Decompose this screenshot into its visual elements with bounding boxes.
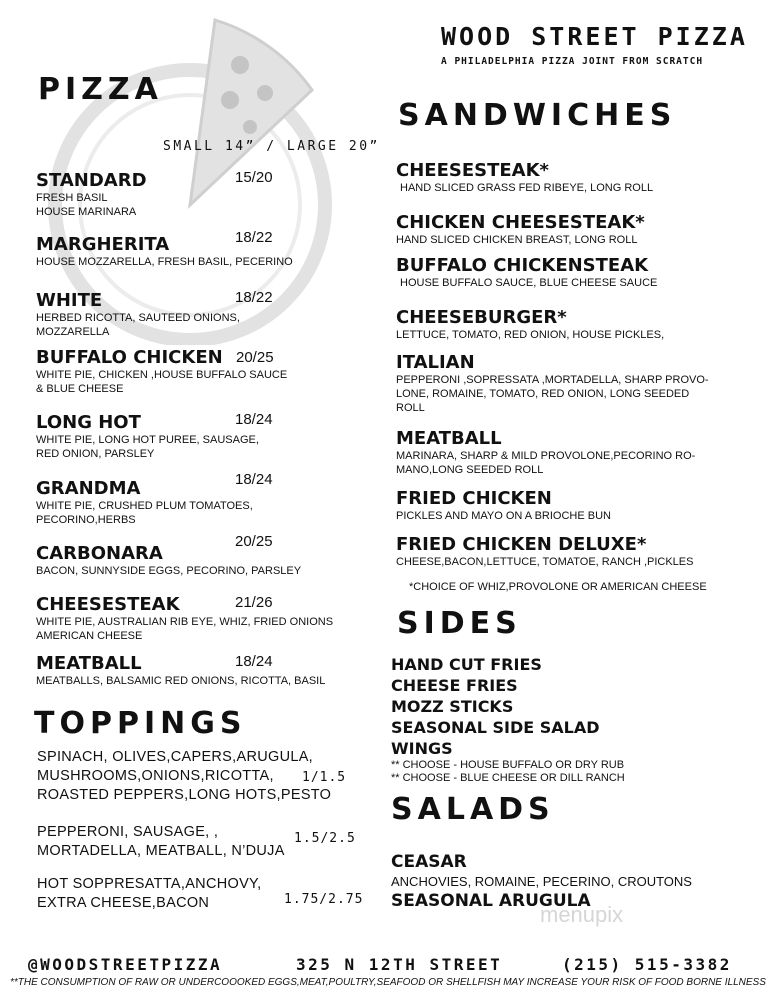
sandwich-item-name: CHEESEBURGER*	[396, 307, 567, 328]
toppings-section-title: TOPPINGS	[34, 706, 247, 741]
sandwich-item-desc: PICKLES AND MAYO ON A BRIOCHE BUN	[396, 510, 611, 522]
pizza-item-desc: HOUSE MOZZARELLA, FRESH BASIL, PECERINO	[36, 256, 293, 268]
food-safety-disclaimer: **THE CONSUMPTION OF RAW OR UNDERCOOOKED EGGS,MEAT,POULTRY,SEAFOOD OR SHELLFISH MAY INCREASE YOUR RISK OF FOOD BORNE ILLNESS	[10, 977, 766, 988]
pizza-item-price: 18/22	[235, 229, 273, 246]
sandwich-item-desc: CHEESE,BACON,LETTUCE, TOMATOE, RANCH ,PICKLES	[396, 556, 694, 568]
sides-list	[391, 654, 625, 784]
pizza-item-desc: FRESH BASIL	[36, 192, 108, 204]
pizza-item-name: LONG HOT	[36, 412, 141, 433]
sandwich-item-desc: LETTUCE, TOMATO, RED ONION, HOUSE PICKLES,	[396, 329, 665, 341]
pizza-item	[36, 170, 147, 219]
salad-item-name: CEASAR	[391, 852, 467, 872]
toppings-price: 1/1.5	[302, 770, 347, 785]
sandwich-item-desc: HAND SLICED GRASS FED RIBEYE, LONG ROLL	[400, 182, 654, 194]
sandwich-item	[396, 534, 693, 569]
sandwich-item	[396, 428, 695, 477]
pizza-section-title: PIZZA	[38, 72, 163, 107]
pizza-item	[36, 594, 333, 643]
pizza-item-desc: BACON, SUNNYSIDE EGGS, PECORINO, PARSLEY	[36, 565, 302, 577]
pizza-item-name: WHITE	[36, 290, 103, 311]
sandwich-item-name: FRIED CHICKEN DELUXE*	[396, 534, 647, 555]
pizza-item-desc: HOUSE MARINARA	[36, 206, 137, 218]
side-item: SEASONAL SIDE SALAD	[391, 718, 600, 737]
sandwich-item-desc: HAND SLICED CHICKEN BREAST, LONG ROLL	[396, 234, 638, 246]
pizza-item-price: 20/25	[236, 349, 274, 366]
pizza-item-desc: WHITE PIE, AUSTRALIAN RIB EYE, WHIZ, FRIED ONIONS	[36, 616, 334, 628]
pizza-item-name: CHEESESTEAK	[36, 594, 180, 615]
sandwich-item	[396, 255, 657, 290]
toppings-line: MUSHROOMS,ONIONS,RICOTTA,	[37, 768, 274, 784]
sandwich-item-name: FRIED CHICKEN	[396, 488, 552, 509]
toppings-price: 1.75/2.75	[284, 892, 364, 907]
sides-section-title: SIDES	[397, 606, 522, 641]
sandwich-item	[396, 352, 709, 415]
pizza-item-name: GRANDMA	[36, 478, 141, 499]
pizza-item-desc: & BLUE CHEESE	[36, 383, 124, 395]
pizza-item-price: 20/25	[235, 533, 273, 550]
pizza-item-desc: WHITE PIE, CHICKEN ,HOUSE BUFFALO SAUCE	[36, 369, 288, 381]
toppings-group	[37, 823, 285, 861]
sandwich-item-name: BUFFALO CHICKENSTEAK	[396, 255, 649, 276]
pizza-item	[36, 478, 253, 527]
pizza-item-desc: WHITE PIE, CRUSHED PLUM TOMATOES,	[36, 500, 253, 512]
sandwich-item	[396, 307, 664, 342]
pizza-item-price: 18/24	[235, 471, 273, 488]
social-handle: @WOODSTREETPIZZA	[28, 955, 223, 974]
toppings-line: MORTADELLA, MEATBALL, N’DUJA	[37, 843, 285, 859]
side-item: HAND CUT FRIES	[391, 655, 542, 674]
toppings-line: ROASTED PEPPERS,LONG HOTS,PESTO	[37, 787, 332, 803]
sandwich-item	[396, 488, 611, 523]
phone-number: (215) 515-3382	[562, 955, 732, 974]
pizza-item-price: 15/20	[235, 169, 273, 186]
toppings-group	[37, 748, 331, 805]
salads-section-title: SALADS	[391, 792, 555, 827]
pizza-item-name: CARBONARA	[36, 543, 163, 564]
sandwich-item	[396, 212, 645, 247]
sandwiches-section-title: SANDWICHES	[398, 98, 677, 133]
pizza-item-desc: MOZZARELLA	[36, 326, 110, 338]
toppings-line: HOT SOPPRESATTA,ANCHOVY,	[37, 876, 262, 892]
pizza-item	[36, 290, 240, 339]
wings-sauce-note: ** CHOOSE - HOUSE BUFFALO OR DRY RUB	[391, 759, 625, 771]
menupix-watermark: menupix	[540, 902, 624, 927]
toppings-line: PEPPERONI, SAUSAGE, ,	[37, 824, 219, 840]
sandwich-item-desc: HOUSE BUFFALO SAUCE, BLUE CHEESE SAUCE	[400, 277, 658, 289]
sandwich-item-name: ITALIAN	[396, 352, 475, 373]
wings-dip-note: ** CHOOSE - BLUE CHEESE OR DILL RANCH	[391, 771, 625, 784]
salad-item-name: SEASONAL ARUGULA	[391, 891, 591, 911]
pizza-item-price: 18/24	[235, 653, 273, 670]
toppings-line: EXTRA CHEESE,BACON	[37, 895, 210, 911]
sandwich-item-desc: MARINARA, SHARP & MILD PROVOLONE,PECORINO RO-	[396, 450, 696, 462]
side-item: WINGS	[391, 739, 453, 758]
pizza-item	[36, 653, 325, 688]
pizza-item-desc: HERBED RICOTTA, SAUTEED ONIONS,	[36, 312, 240, 324]
toppings-line: SPINACH, OLIVES,CAPERS,ARUGULA,	[37, 749, 314, 765]
pizza-item-desc: MEATBALLS, BALSAMIC RED ONIONS, RICOTTA, BASIL	[36, 675, 326, 687]
sandwich-item-desc: ROLL	[396, 402, 425, 414]
toppings-price: 1.5/2.5	[294, 831, 356, 846]
sandwich-item-name: CHEESESTEAK*	[396, 160, 549, 181]
sandwich-item-name: CHICKEN CHEESESTEAK*	[396, 212, 645, 233]
sandwich-item	[396, 160, 653, 195]
pizza-item-price: 18/22	[235, 289, 273, 306]
brand-tagline: A PHILADELPHIA PIZZA JOINT FROM SCRATCH	[441, 56, 704, 67]
toppings-group	[37, 875, 261, 913]
salad-item-desc: ANCHOVIES, ROMAINE, PECERINO, CROUTONS	[391, 874, 692, 889]
pizza-item-desc: RED ONION, PARSLEY	[36, 448, 155, 460]
sandwich-item-desc: PEPPERONI ,SOPRESSATA ,MORTADELLA, SHARP PROVO-	[396, 374, 709, 386]
pizza-item-name: BUFFALO CHICKEN	[36, 347, 223, 368]
sandwich-item-desc: MANO,LONG SEEDED ROLL	[396, 464, 544, 476]
pizza-item-name: MARGHERITA	[36, 234, 170, 255]
pizza-item-name: MEATBALL	[36, 653, 142, 674]
pizza-item-desc: WHITE PIE, LONG HOT PUREE, SAUSAGE,	[36, 434, 259, 446]
sandwich-cheese-note: *CHOICE OF WHIZ,PROVOLONE OR AMERICAN CHEESE	[409, 581, 707, 593]
sandwich-item-name: MEATBALL	[396, 428, 502, 449]
pizza-item-price: 21/26	[235, 594, 273, 611]
side-item: MOZZ STICKS	[391, 697, 514, 716]
pizza-sizes: SMALL 14” / LARGE 20”	[163, 139, 380, 154]
sandwich-item-desc: LONE, ROMAINE, TOMATO, RED ONION, LONG SEEDED	[396, 388, 690, 400]
address: 325 N 12TH STREET	[296, 955, 503, 974]
pizza-item	[36, 412, 259, 461]
pizza-item-price: 18/24	[235, 411, 273, 428]
brand-title: WOOD STREET PIZZA	[441, 22, 748, 51]
pizza-item-desc: AMERICAN CHEESE	[36, 630, 143, 642]
pizza-item-name: STANDARD	[36, 170, 147, 191]
side-item: CHEESE FRIES	[391, 676, 518, 695]
pizza-item-desc: PECORINO,HERBS	[36, 514, 136, 526]
